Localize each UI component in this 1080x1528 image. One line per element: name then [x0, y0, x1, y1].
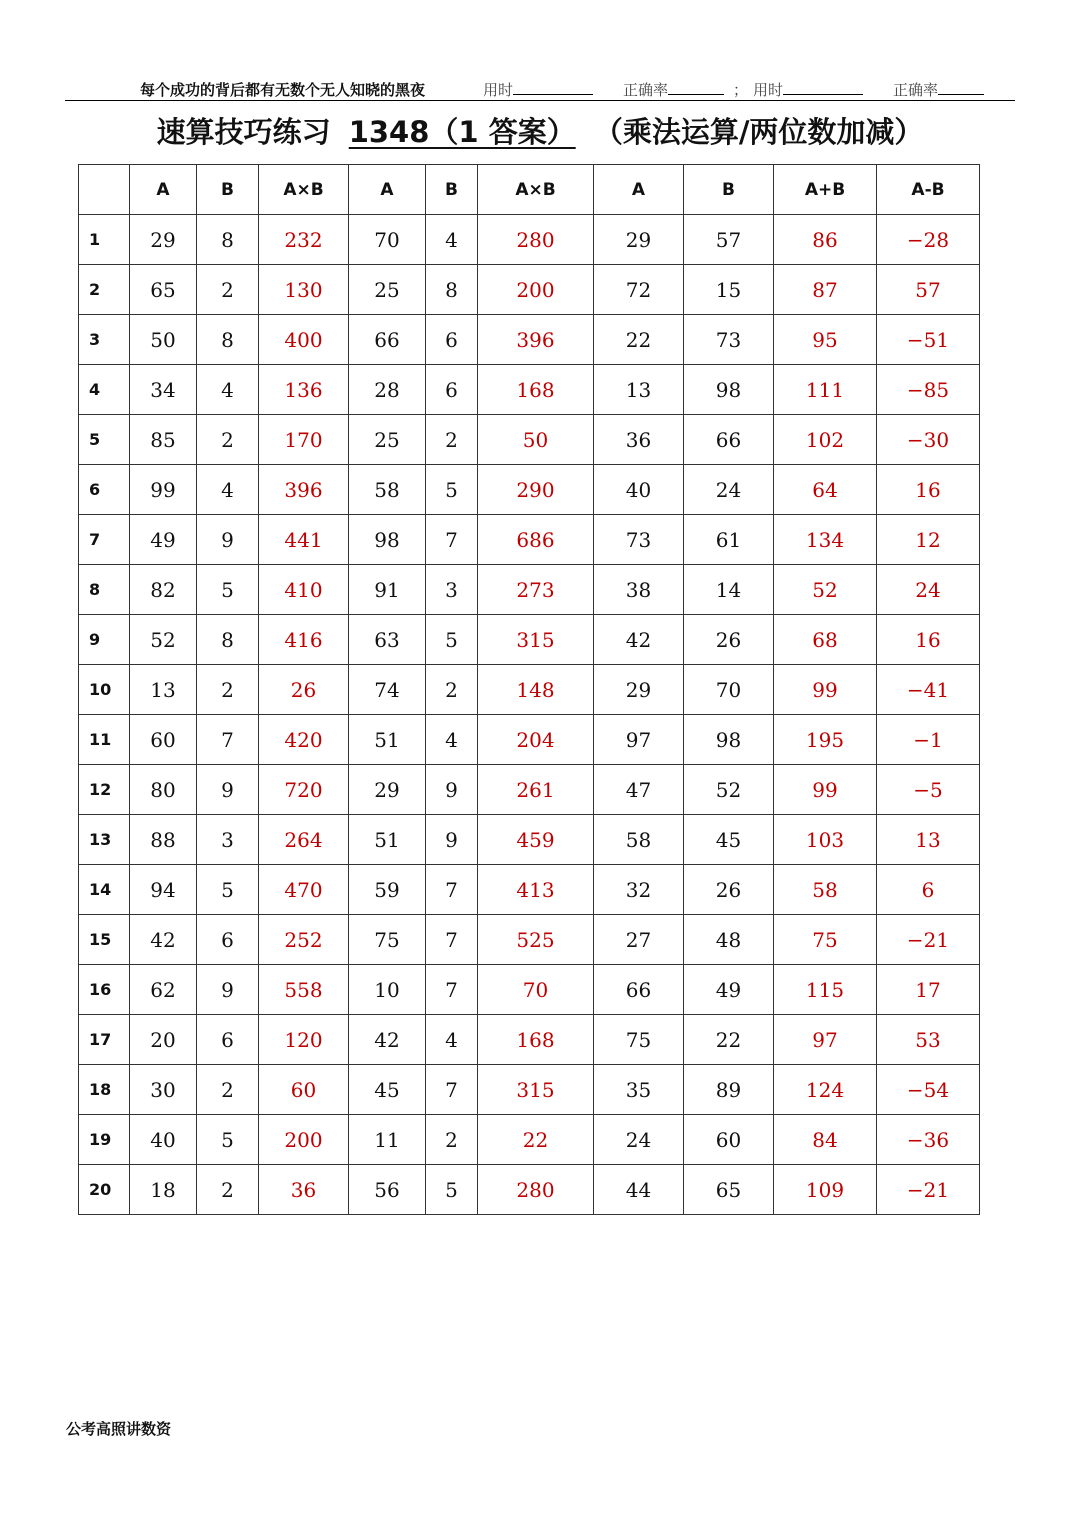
- row-number: 7: [79, 515, 130, 565]
- answer-cell: 136: [259, 365, 349, 415]
- answer-cell: 17: [877, 965, 980, 1015]
- answer-cell: 50: [478, 415, 594, 465]
- answer-cell: 124: [774, 1065, 877, 1115]
- answer-cell: 200: [478, 265, 594, 315]
- operand-cell: 14: [684, 565, 774, 615]
- operand-cell: 4: [426, 715, 478, 765]
- operand-cell: 7: [426, 1065, 478, 1115]
- table-row: [79, 515, 980, 565]
- answer-cell: 95: [774, 315, 877, 365]
- operand-cell: 11: [349, 1115, 426, 1165]
- table-row: [79, 815, 980, 865]
- operand-cell: 18: [130, 1165, 197, 1215]
- column-header: A+B: [774, 165, 877, 215]
- row-number: 3: [79, 315, 130, 365]
- operand-cell: 47: [594, 765, 684, 815]
- operand-cell: 98: [349, 515, 426, 565]
- answer-cell: 16: [877, 615, 980, 665]
- column-header: B: [684, 165, 774, 215]
- answer-cell: 168: [478, 1015, 594, 1065]
- answer-cell: 6: [877, 865, 980, 915]
- row-number: 2: [79, 265, 130, 315]
- answer-cell: −21: [877, 915, 980, 965]
- answer-cell: 111: [774, 365, 877, 415]
- answer-cell: 280: [478, 215, 594, 265]
- row-number: 14: [79, 865, 130, 915]
- operand-cell: 59: [349, 865, 426, 915]
- operand-cell: 9: [197, 515, 259, 565]
- row-number: 13: [79, 815, 130, 865]
- row-number: 11: [79, 715, 130, 765]
- row-number: 1: [79, 215, 130, 265]
- accuracy-label-1: 正确率: [623, 79, 724, 100]
- operand-cell: 5: [197, 1115, 259, 1165]
- title-suffix: （乘法运算/两位数加减）: [593, 115, 924, 149]
- column-header: A×B: [478, 165, 594, 215]
- operand-cell: 70: [684, 665, 774, 715]
- operand-cell: 72: [594, 265, 684, 315]
- answer-cell: 53: [877, 1015, 980, 1065]
- answer-cell: 232: [259, 215, 349, 265]
- operand-cell: 29: [594, 215, 684, 265]
- operand-cell: 4: [197, 365, 259, 415]
- title-prefix: 速算技巧练习: [156, 115, 331, 149]
- operand-cell: 66: [349, 315, 426, 365]
- answer-cell: 410: [259, 565, 349, 615]
- answer-cell: 22: [478, 1115, 594, 1165]
- column-header: A: [349, 165, 426, 215]
- answer-cell: 75: [774, 915, 877, 965]
- answer-cell: 60: [259, 1065, 349, 1115]
- answer-cell: 70: [478, 965, 594, 1015]
- operand-cell: 50: [130, 315, 197, 365]
- operand-cell: 29: [594, 665, 684, 715]
- operand-cell: 75: [594, 1015, 684, 1065]
- operand-cell: 94: [130, 865, 197, 915]
- answer-cell: 525: [478, 915, 594, 965]
- answer-cell: 396: [478, 315, 594, 365]
- row-number: 19: [79, 1115, 130, 1165]
- operand-cell: 63: [349, 615, 426, 665]
- answer-cell: 315: [478, 1065, 594, 1115]
- answer-cell: 120: [259, 1015, 349, 1065]
- answer-cell: 12: [877, 515, 980, 565]
- answer-cell: 16: [877, 465, 980, 515]
- answer-cell: 58: [774, 865, 877, 915]
- answer-cell: 134: [774, 515, 877, 565]
- operand-cell: 8: [197, 315, 259, 365]
- operand-cell: 6: [426, 365, 478, 415]
- operand-cell: 61: [684, 515, 774, 565]
- table-row: [79, 415, 980, 465]
- row-number: 6: [79, 465, 130, 515]
- operand-cell: 98: [684, 365, 774, 415]
- operand-cell: 28: [349, 365, 426, 415]
- answer-cell: 103: [774, 815, 877, 865]
- answer-cell: 86: [774, 215, 877, 265]
- operand-cell: 60: [684, 1115, 774, 1165]
- operand-cell: 51: [349, 715, 426, 765]
- operand-cell: 4: [197, 465, 259, 515]
- table-header-row: [79, 165, 980, 215]
- operand-cell: 60: [130, 715, 197, 765]
- answer-cell: 420: [259, 715, 349, 765]
- operand-cell: 5: [426, 615, 478, 665]
- answer-cell: −5: [877, 765, 980, 815]
- time-label-2: 用时: [753, 79, 863, 100]
- operand-cell: 29: [130, 215, 197, 265]
- column-header: [79, 165, 130, 215]
- table-row: [79, 865, 980, 915]
- operand-cell: 2: [197, 665, 259, 715]
- accuracy-blank-2[interactable]: [938, 81, 984, 95]
- column-header: B: [426, 165, 478, 215]
- operand-cell: 9: [197, 765, 259, 815]
- answer-cell: 52: [774, 565, 877, 615]
- operand-cell: 49: [684, 965, 774, 1015]
- footer-text: 公考高照讲数资: [66, 1420, 172, 1438]
- operand-cell: 73: [684, 315, 774, 365]
- operand-cell: 15: [684, 265, 774, 315]
- column-header: A×B: [259, 165, 349, 215]
- answer-cell: 264: [259, 815, 349, 865]
- row-number: 4: [79, 365, 130, 415]
- operand-cell: 2: [197, 415, 259, 465]
- operand-cell: 6: [197, 1015, 259, 1065]
- answer-cell: 396: [259, 465, 349, 515]
- answer-cell: −85: [877, 365, 980, 415]
- operand-cell: 26: [684, 615, 774, 665]
- table-row: [79, 565, 980, 615]
- answer-cell: 68: [774, 615, 877, 665]
- operand-cell: 7: [426, 965, 478, 1015]
- answer-cell: −36: [877, 1115, 980, 1165]
- operand-cell: 30: [130, 1065, 197, 1115]
- operand-cell: 9: [197, 965, 259, 1015]
- operand-cell: 70: [349, 215, 426, 265]
- answer-cell: 57: [877, 265, 980, 315]
- operand-cell: 22: [594, 315, 684, 365]
- table-row: [79, 765, 980, 815]
- operand-cell: 48: [684, 915, 774, 965]
- answer-cell: 204: [478, 715, 594, 765]
- operand-cell: 29: [349, 765, 426, 815]
- table-row: [79, 1065, 980, 1115]
- row-number: 17: [79, 1015, 130, 1065]
- operand-cell: 52: [130, 615, 197, 665]
- table-row: [79, 665, 980, 715]
- operand-cell: 3: [197, 815, 259, 865]
- answer-cell: −1: [877, 715, 980, 765]
- operand-cell: 65: [130, 265, 197, 315]
- operand-cell: 27: [594, 915, 684, 965]
- answer-cell: −54: [877, 1065, 980, 1115]
- operand-cell: 7: [426, 865, 478, 915]
- operand-cell: 3: [426, 565, 478, 615]
- answer-cell: 413: [478, 865, 594, 915]
- page-title: [0, 110, 1080, 151]
- operand-cell: 52: [684, 765, 774, 815]
- answer-cell: −30: [877, 415, 980, 465]
- table-row: [79, 265, 980, 315]
- operand-cell: 44: [594, 1165, 684, 1215]
- row-number: 5: [79, 415, 130, 465]
- operand-cell: 66: [684, 415, 774, 465]
- operand-cell: 51: [349, 815, 426, 865]
- operand-cell: 26: [684, 865, 774, 915]
- table-row: [79, 465, 980, 515]
- practice-table: [78, 164, 980, 1215]
- operand-cell: 5: [426, 465, 478, 515]
- answer-cell: 273: [478, 565, 594, 615]
- table-row: [79, 315, 980, 365]
- operand-cell: 62: [130, 965, 197, 1015]
- operand-cell: 2: [426, 665, 478, 715]
- answer-cell: 84: [774, 1115, 877, 1165]
- operand-cell: 7: [426, 515, 478, 565]
- answer-cell: 558: [259, 965, 349, 1015]
- operand-cell: 34: [130, 365, 197, 415]
- answer-cell: 400: [259, 315, 349, 365]
- operand-cell: 89: [684, 1065, 774, 1115]
- operand-cell: 42: [130, 915, 197, 965]
- operand-cell: 35: [594, 1065, 684, 1115]
- operand-cell: 85: [130, 415, 197, 465]
- answer-cell: 99: [774, 765, 877, 815]
- operand-cell: 97: [594, 715, 684, 765]
- table-row: [79, 915, 980, 965]
- operand-cell: 10: [349, 965, 426, 1015]
- column-header: A: [130, 165, 197, 215]
- operand-cell: 6: [426, 315, 478, 365]
- operand-cell: 5: [197, 865, 259, 915]
- operand-cell: 42: [349, 1015, 426, 1065]
- answer-cell: 102: [774, 415, 877, 465]
- answer-cell: 416: [259, 615, 349, 665]
- time-label-1: 用时: [483, 79, 593, 100]
- operand-cell: 13: [130, 665, 197, 715]
- operand-cell: 4: [426, 1015, 478, 1065]
- answer-cell: 470: [259, 865, 349, 915]
- operand-cell: 74: [349, 665, 426, 715]
- operand-cell: 4: [426, 215, 478, 265]
- title-code: 1348（1 答案）: [348, 115, 576, 149]
- operand-cell: 32: [594, 865, 684, 915]
- operand-cell: 20: [130, 1015, 197, 1065]
- answer-cell: −21: [877, 1165, 980, 1215]
- operand-cell: 65: [684, 1165, 774, 1215]
- table-row: [79, 1165, 980, 1215]
- operand-cell: 36: [594, 415, 684, 465]
- operand-cell: 8: [426, 265, 478, 315]
- answer-cell: 36: [259, 1165, 349, 1215]
- operand-cell: 56: [349, 1165, 426, 1215]
- time-blank-2[interactable]: [783, 81, 863, 95]
- answer-cell: 686: [478, 515, 594, 565]
- operand-cell: 58: [349, 465, 426, 515]
- answer-cell: 252: [259, 915, 349, 965]
- operand-cell: 8: [197, 215, 259, 265]
- operand-cell: 2: [197, 265, 259, 315]
- row-number: 15: [79, 915, 130, 965]
- operand-cell: 9: [426, 815, 478, 865]
- answer-cell: 720: [259, 765, 349, 815]
- answer-cell: 13: [877, 815, 980, 865]
- answer-cell: 459: [478, 815, 594, 865]
- operand-cell: 99: [130, 465, 197, 515]
- answer-cell: 109: [774, 1165, 877, 1215]
- operand-cell: 58: [594, 815, 684, 865]
- answer-cell: 26: [259, 665, 349, 715]
- operand-cell: 22: [684, 1015, 774, 1065]
- operand-cell: 88: [130, 815, 197, 865]
- operand-cell: 66: [594, 965, 684, 1015]
- table-row: [79, 365, 980, 415]
- answer-cell: 148: [478, 665, 594, 715]
- answer-cell: −51: [877, 315, 980, 365]
- answer-cell: 87: [774, 265, 877, 315]
- operand-cell: 24: [594, 1115, 684, 1165]
- operand-cell: 25: [349, 415, 426, 465]
- answer-cell: 195: [774, 715, 877, 765]
- operand-cell: 45: [349, 1065, 426, 1115]
- answer-cell: 441: [259, 515, 349, 565]
- table-row: [79, 615, 980, 665]
- answer-cell: 280: [478, 1165, 594, 1215]
- row-number: 20: [79, 1165, 130, 1215]
- answer-cell: 97: [774, 1015, 877, 1065]
- separator: ；: [733, 81, 749, 99]
- operand-cell: 75: [349, 915, 426, 965]
- time-blank-1[interactable]: [513, 81, 593, 95]
- accuracy-blank-1[interactable]: [668, 81, 724, 95]
- row-number: 18: [79, 1065, 130, 1115]
- column-header: B: [197, 165, 259, 215]
- column-header: A-B: [877, 165, 980, 215]
- operand-cell: 80: [130, 765, 197, 815]
- operand-cell: 9: [426, 765, 478, 815]
- operand-cell: 2: [426, 1115, 478, 1165]
- table-row: [79, 1115, 980, 1165]
- operand-cell: 5: [197, 565, 259, 615]
- operand-cell: 73: [594, 515, 684, 565]
- operand-cell: 6: [197, 915, 259, 965]
- page-header: [65, 76, 1015, 101]
- answer-cell: 290: [478, 465, 594, 515]
- row-number: 10: [79, 665, 130, 715]
- operand-cell: 42: [594, 615, 684, 665]
- answer-cell: 168: [478, 365, 594, 415]
- operand-cell: 40: [130, 1115, 197, 1165]
- answer-cell: 200: [259, 1115, 349, 1165]
- operand-cell: 98: [684, 715, 774, 765]
- answer-cell: 261: [478, 765, 594, 815]
- table-row: [79, 1015, 980, 1065]
- answer-cell: 130: [259, 265, 349, 315]
- operand-cell: 5: [426, 1165, 478, 1215]
- operand-cell: 2: [197, 1165, 259, 1215]
- table-row: [79, 215, 980, 265]
- row-number: 12: [79, 765, 130, 815]
- operand-cell: 25: [349, 265, 426, 315]
- column-header: A: [594, 165, 684, 215]
- row-number: 16: [79, 965, 130, 1015]
- operand-cell: 7: [197, 715, 259, 765]
- answer-cell: −41: [877, 665, 980, 715]
- operand-cell: 8: [197, 615, 259, 665]
- operand-cell: 82: [130, 565, 197, 615]
- answer-cell: 315: [478, 615, 594, 665]
- operand-cell: 57: [684, 215, 774, 265]
- operand-cell: 24: [684, 465, 774, 515]
- answer-cell: 170: [259, 415, 349, 465]
- operand-cell: 40: [594, 465, 684, 515]
- operand-cell: 91: [349, 565, 426, 615]
- row-number: 8: [79, 565, 130, 615]
- operand-cell: 7: [426, 915, 478, 965]
- row-number: 9: [79, 615, 130, 665]
- answer-cell: 64: [774, 465, 877, 515]
- answer-cell: 99: [774, 665, 877, 715]
- table-body: [79, 215, 980, 1215]
- operand-cell: 45: [684, 815, 774, 865]
- table-row: [79, 715, 980, 765]
- operand-cell: 2: [197, 1065, 259, 1115]
- answer-cell: −28: [877, 215, 980, 265]
- operand-cell: 13: [594, 365, 684, 415]
- answer-cell: 115: [774, 965, 877, 1015]
- operand-cell: 38: [594, 565, 684, 615]
- operand-cell: 49: [130, 515, 197, 565]
- table-row: [79, 965, 980, 1015]
- answer-cell: 24: [877, 565, 980, 615]
- accuracy-label-2: 正确率: [893, 79, 984, 100]
- motto-text: 每个成功的背后都有无数个无人知晓的黑夜: [140, 81, 426, 99]
- operand-cell: 2: [426, 415, 478, 465]
